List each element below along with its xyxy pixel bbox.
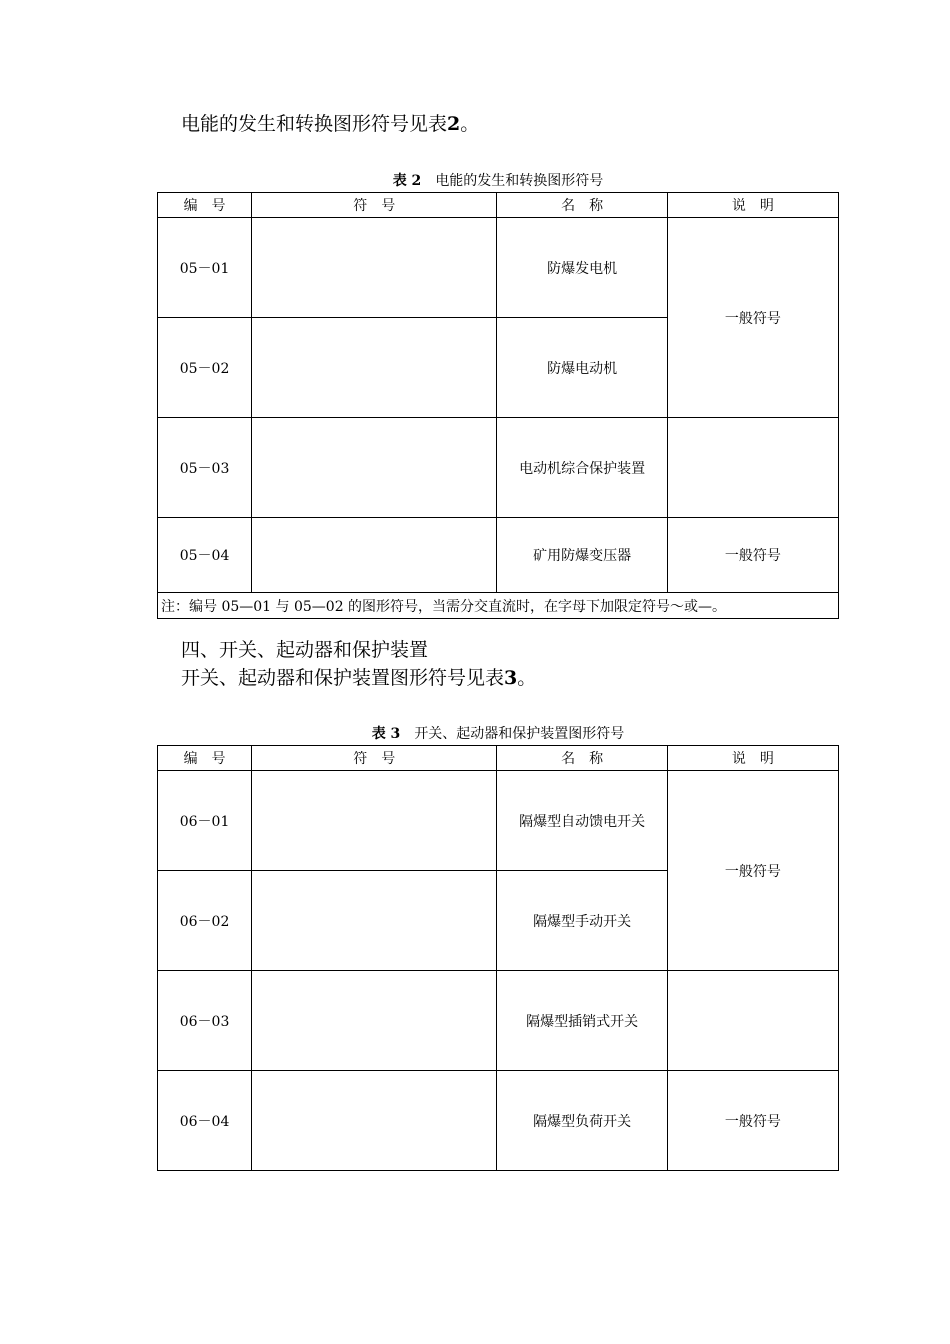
table-row xyxy=(158,771,839,871)
row-name: 隔爆型自动馈电开关 xyxy=(497,771,667,871)
row-description: 一般符号 xyxy=(667,518,838,593)
table3-header-row xyxy=(158,746,839,771)
row-symbol xyxy=(252,218,497,318)
intro-paragraph-table2: 电能的发生和转换图形符号见表2。 xyxy=(181,113,480,135)
row-symbol xyxy=(252,871,497,971)
table2-footnote: 注：编号 05—01 与 05—02 的图形符号，当需分交直流时，在字母下加限定符号～或—。 xyxy=(158,593,839,619)
row-description xyxy=(667,418,838,518)
row-symbol xyxy=(252,518,497,593)
row-symbol xyxy=(252,418,497,518)
table-row xyxy=(158,418,839,518)
header-symbol: 符 号 xyxy=(252,746,497,771)
row-name: 防爆发电机 xyxy=(497,218,667,318)
row-code: 06－04 xyxy=(158,1071,252,1171)
row-description: 一般符号 xyxy=(667,1071,838,1171)
table3 xyxy=(157,745,839,1171)
table2-caption-title: 电能的发生和转换图形符号 xyxy=(435,173,604,189)
row-description-merged: 一般符号 xyxy=(667,771,838,971)
row-name: 隔爆型负荷开关 xyxy=(497,1071,667,1171)
row-code: 05－03 xyxy=(158,418,252,518)
table2-caption-number: 表 2 xyxy=(392,173,422,189)
row-symbol xyxy=(252,971,497,1071)
row-description xyxy=(667,971,838,1071)
row-name: 隔爆型手动开关 xyxy=(497,871,667,971)
intro-paragraph-table3: 开关、起动器和保护装置图形符号见表3。 xyxy=(181,667,537,689)
table2-header-row xyxy=(158,193,839,218)
header-name: 名 称 xyxy=(497,746,667,771)
section-heading: 四、开关、起动器和保护装置 xyxy=(181,639,429,661)
row-code: 05－02 xyxy=(158,318,252,418)
table2 xyxy=(157,192,839,619)
header-symbol: 符 号 xyxy=(252,193,497,218)
row-code: 06－02 xyxy=(158,871,252,971)
row-code: 05－04 xyxy=(158,518,252,593)
row-name: 电动机综合保护装置 xyxy=(497,418,667,518)
table-row xyxy=(158,218,839,318)
header-code: 编 号 xyxy=(158,746,252,771)
table3-caption-number: 表 3 xyxy=(371,726,401,742)
header-name: 名 称 xyxy=(497,193,667,218)
header-code: 编 号 xyxy=(158,193,252,218)
row-symbol xyxy=(252,771,497,871)
row-symbol xyxy=(252,1071,497,1171)
table3-caption xyxy=(157,725,839,743)
row-symbol xyxy=(252,318,497,418)
row-name: 防爆电动机 xyxy=(497,318,667,418)
row-description-merged: 一般符号 xyxy=(667,218,838,418)
row-name: 隔爆型插销式开关 xyxy=(497,971,667,1071)
row-code: 06－03 xyxy=(158,971,252,1071)
header-description: 说 明 xyxy=(667,746,838,771)
table3-caption-title: 开关、起动器和保护装置图形符号 xyxy=(414,726,625,742)
table2-footnote-row xyxy=(158,593,839,619)
row-code: 05－01 xyxy=(158,218,252,318)
row-name: 矿用防爆变压器 xyxy=(497,518,667,593)
table-row xyxy=(158,518,839,593)
table-row xyxy=(158,971,839,1071)
header-description: 说 明 xyxy=(667,193,838,218)
table2-caption xyxy=(157,172,839,190)
row-code: 06－01 xyxy=(158,771,252,871)
table-row xyxy=(158,1071,839,1171)
